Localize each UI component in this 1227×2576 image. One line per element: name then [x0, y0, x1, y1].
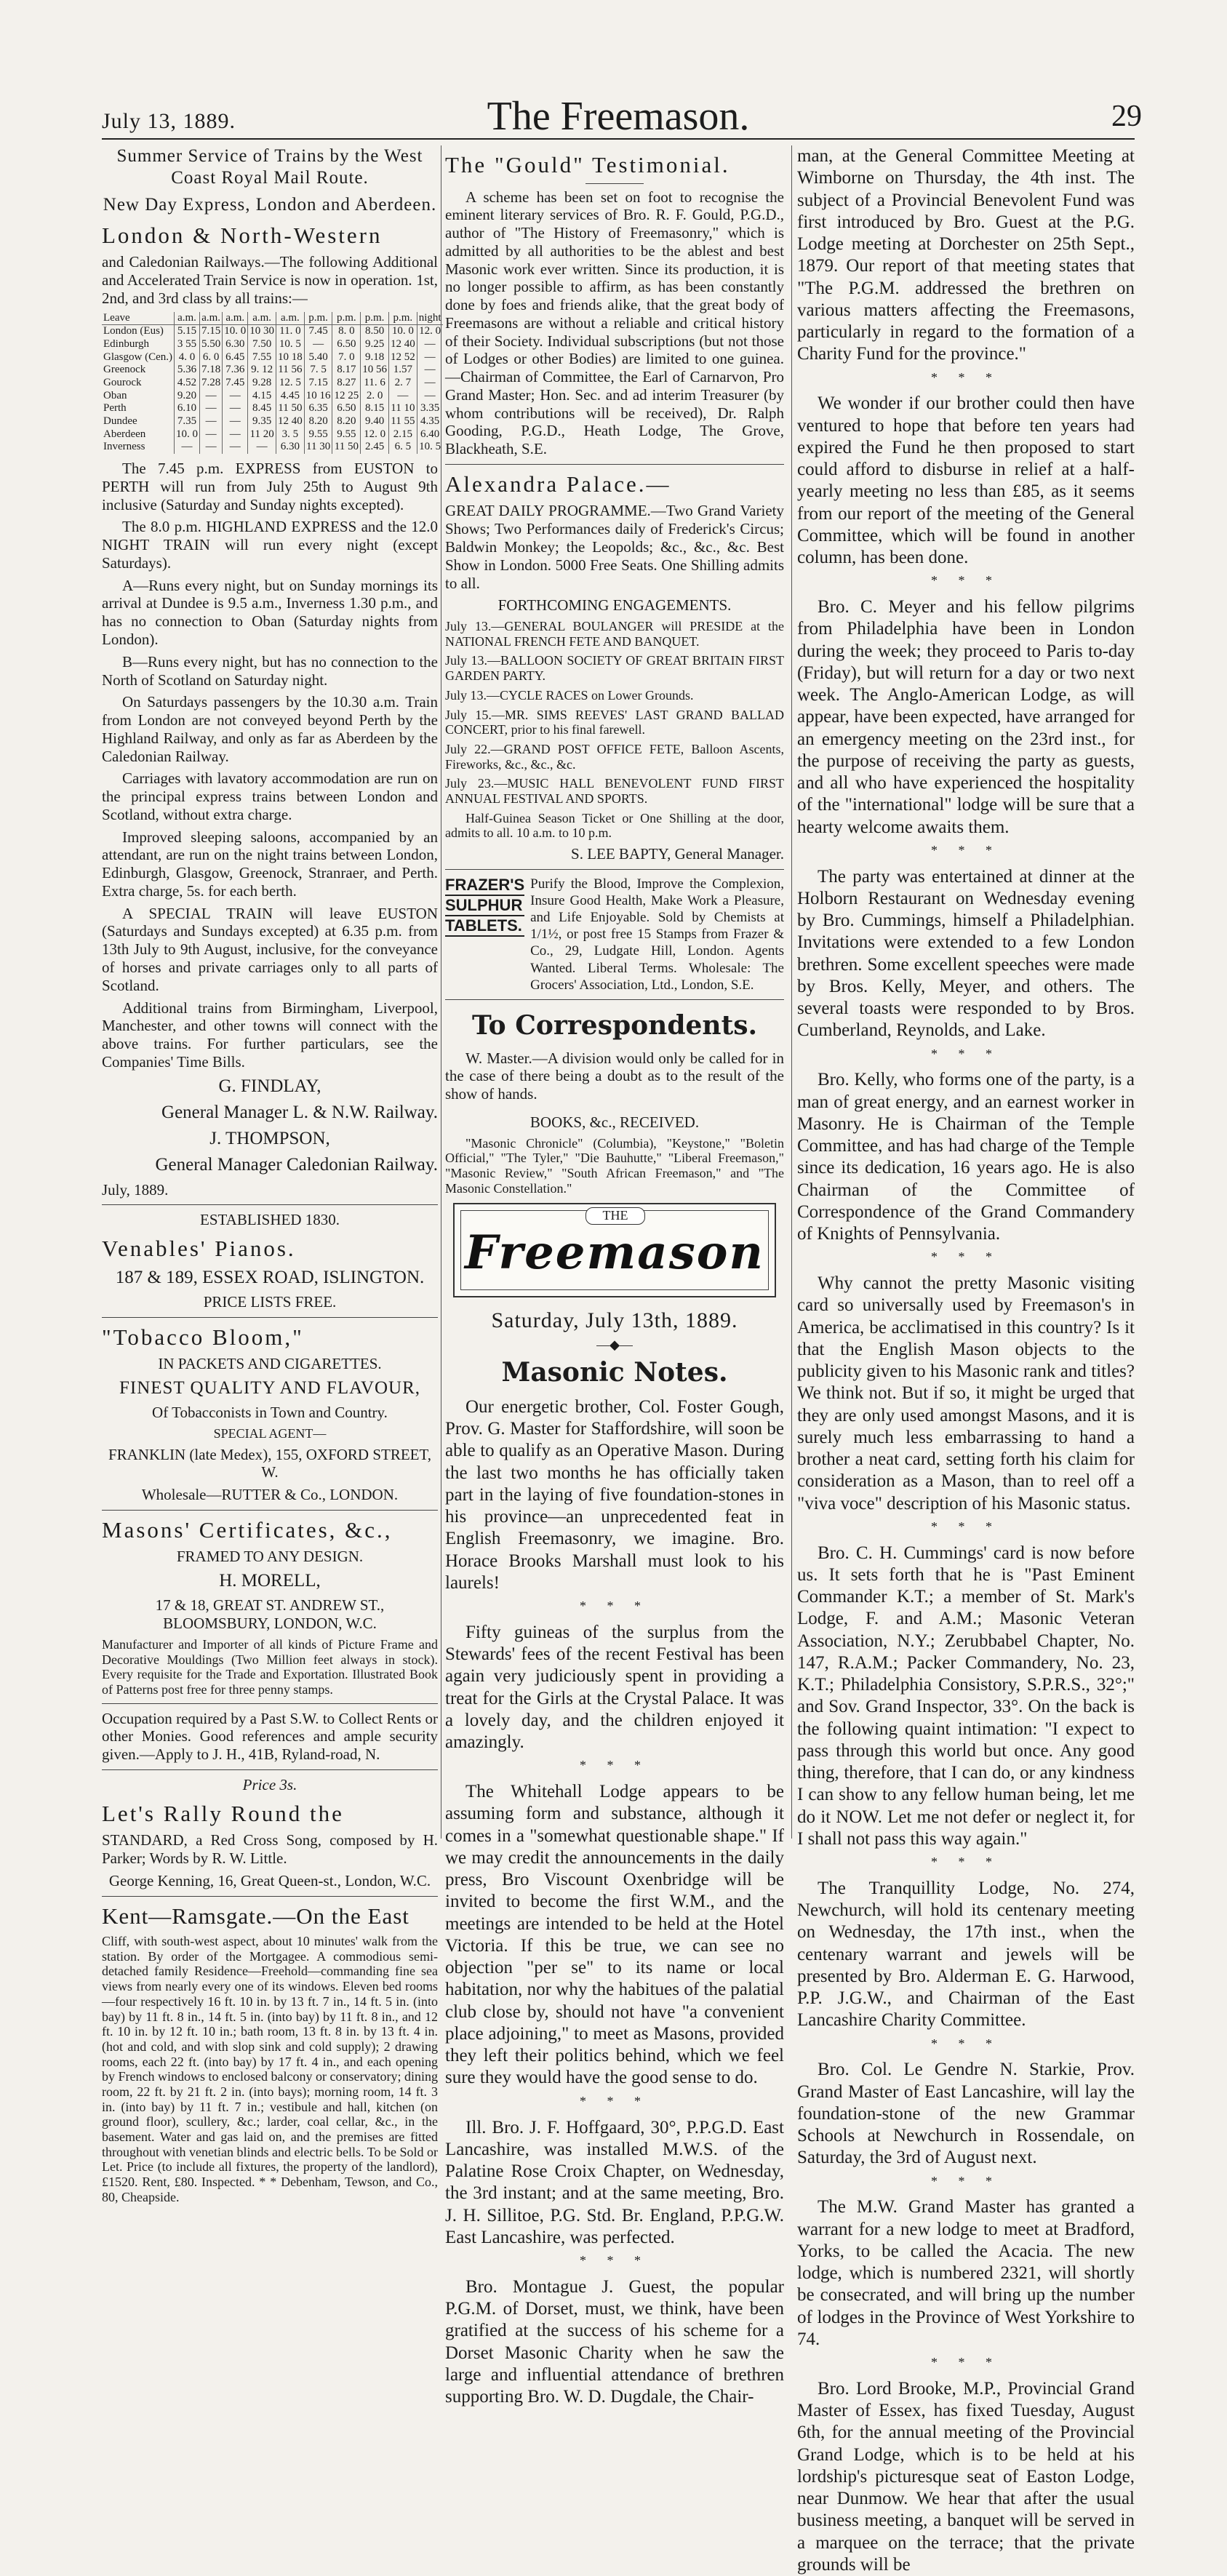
divider: [102, 1703, 438, 1704]
section-stars: * * *: [931, 1855, 1001, 1870]
timetable-cell: 9.35: [248, 415, 276, 428]
tobacco-packets: IN PACKETS AND CIGARETTES.: [158, 1355, 382, 1373]
rally-body: STANDARD, a Red Cross Song, composed by H. Parker; Words by R. W. Little.: [102, 1831, 438, 1868]
timetable-cell: 4.52: [174, 377, 199, 390]
alexandra-programme: GREAT DAILY PROGRAMME.—Two Grand Variety Shows; Two Performances daily of Frederick's Circus; Baldwin Monkey; the Leopolds; &c., &c., &c. Best Show in London. 5000 Free Seats. One Shilling admits to all.: [445, 502, 784, 592]
timetable-row: [102, 351, 443, 364]
timetable-cell: 11 30: [304, 441, 332, 454]
paper-title: The Freemason.: [487, 94, 750, 139]
signatory-name: J. THOMPSON,: [209, 1129, 330, 1149]
forthcoming-heading: FORTHCOMING ENGAGEMENTS.: [497, 596, 732, 615]
frazers-ad: [445, 876, 784, 993]
timetable-cell: 1.57: [388, 364, 417, 377]
divider: [102, 1769, 438, 1770]
timetable-row: [102, 390, 443, 403]
carriages-note: Carriages with lavatory accommodation are run on the principal express trains between London and Scotland, without extra charge.: [102, 769, 438, 823]
timetable-cell: 10 16: [304, 390, 332, 403]
engagement: July 13.—GENERAL BOULANGER will PRESIDE at the NATIONAL FRENCH FETE AND BANQUET.: [445, 619, 784, 649]
timetable-cell: —: [174, 441, 199, 454]
timetable-cell: 11 10: [388, 402, 417, 415]
section-stars: * * *: [931, 842, 1001, 857]
timetable-header-cell: a.m.: [248, 312, 276, 325]
divider: [585, 183, 644, 184]
highland-note: The 8.0 p.m. HIGHLAND EXPRESS and the 12.0 NIGHT TRAIN will run every night (except Saturdays).: [102, 518, 438, 572]
timetable-header-cell: a.m.: [223, 312, 248, 325]
divider: [102, 1510, 438, 1511]
timetable-cell: 4.35: [417, 415, 442, 428]
issue-dateline: Saturday, July 13th, 1889.: [491, 1308, 738, 1333]
timetable-row: [102, 364, 443, 377]
rally-publisher: George Kenning, 16, Great Queen-st., London, W.C.: [108, 1871, 431, 1889]
timetable-cell: —: [388, 390, 417, 403]
timetable-cell: 12. 0: [417, 325, 442, 338]
timetable-cell: 12 40: [388, 338, 417, 351]
season-ticket: Half-Guinea Season Ticket or One Shilling at the door, admits to all. 10 a.m. to 10 p.m.: [445, 810, 784, 841]
note-paragraph: man, at the General Committee Meeting at Wimborne on Thursday, the 4th inst. The subject of a Provincial Benevolent Fund was first introduced by Bro. Guest at the P.G. Lodge meeting at Dorchester on 25th Sept., 1879. Our report of that meeting states that "The P.G.M. addressed the brethren on various matters affecting the Freemasons, particularly in regard to the formation of a Charity Fund for the province.": [797, 146, 1135, 364]
note-a: A—Runs every night, but on Sunday mornings its arrival at Dundee is 9.5 a.m., Inverness 1.30 p.m., and has no connection to Oban (Saturday nights from London).: [102, 576, 438, 648]
timetable-cell: 8.15: [361, 402, 389, 415]
occupation-ad: Occupation required by a Past S.W. to Collect Rents or other Monies. Good references and ample security given.—Apply to J. H., 41B, Ryland-road, N.: [102, 1709, 438, 1764]
timetable-cell: —: [223, 441, 248, 454]
timetable-cell: 11 56: [276, 364, 304, 377]
timetable-cell: Glasgow (Cen.): [103, 351, 172, 363]
timetable-cell: 6.50: [332, 402, 361, 415]
timetable-cell: 6.45: [223, 351, 248, 364]
signatory-name: G. FINDLAY,: [218, 1076, 321, 1096]
timetable-cell: 6.30: [223, 338, 248, 351]
masons-framed: FRAMED TO ANY DESIGN.: [176, 1548, 364, 1566]
timetable-cell: Edinburgh: [103, 337, 150, 350]
timetable-cell: 6.50: [332, 338, 361, 351]
timetable-cell: 8.50: [361, 325, 389, 338]
timetable-cell: Gourock: [103, 376, 142, 388]
alexandra-manager: S. LEE BAPTY, General Manager.: [571, 845, 784, 863]
morell-address: 17 & 18, GREAT ST. ANDREW ST., BLOOMSBURY, LONDON, W.C.: [155, 1596, 385, 1633]
books-body: "Masonic Chronicle" (Columbia), "Keystone," "Boletin Official," "The Tyler," "Die Bauhutte," "Liberal Freemason," "Masonic Review," "South African Freemason," and "The Masonic Constellation.": [445, 1135, 784, 1196]
gould-heading: The "Gould" Testimonial.: [445, 152, 730, 177]
timetable-cell: Inverness: [103, 441, 145, 453]
timetable-cell: 2.15: [388, 428, 417, 441]
timetable-cell: 6.10: [174, 402, 199, 415]
timetable-cell: 11 50: [332, 441, 361, 454]
timetable-cell: Oban: [103, 389, 127, 401]
timetable-cell: —: [223, 428, 248, 441]
tobacco-wholesale: Wholesale—RUTTER & Co., LONDON.: [141, 1486, 399, 1504]
timetable-header-cell: a.m.: [174, 312, 199, 325]
section-stars: * * *: [931, 2173, 1001, 2188]
issue-date: July 13, 1889.: [102, 109, 236, 133]
kent-heading: Kent—Ramsgate.—On the East: [102, 1903, 409, 1929]
timetable-cell: 8.17: [332, 364, 361, 377]
tobacco-quality: FINEST QUALITY AND FLAVOUR,: [119, 1377, 421, 1398]
books-heading: BOOKS, &c., RECEIVED.: [529, 1113, 700, 1131]
timetable-cell: 5.50: [199, 338, 222, 351]
train-timetable: [102, 312, 443, 455]
timetable-cell: 3 55: [174, 338, 199, 351]
note-paragraph: The M.W. Grand Master has granted a warrant for a new lodge to meet at Bradford, Yorks, to be called the Acacia. The new lodge, which is numbered 2321, will shortly be consecrated, and will bring up the number of lodges in the Province of West Yorkshire to 74.: [797, 2197, 1135, 2349]
note-paragraph: Bro. Lord Brooke, M.P., Provincial Grand Master of Essex, has fixed Tuesday, August 6th, for the annual meeting of the Provincial Grand Lodge, which is to be held at his lordship's picturesque seat of Easton Lodge, near Dunmow. We hear that after the usual business meeting, a banquet will be served in a marquee on the terrace; that the private grounds will be: [797, 2378, 1135, 2575]
section-stars: * * *: [931, 2036, 1001, 2051]
note-paragraph: Why cannot the pretty Masonic visiting card so universally used by Freemason's in America, be acclimatised in this country? Is it that the English Mason objects to the publicity given to his Masonic rank and titles? We think not. But if so, it might be urged that they are only used amongst Masons, and it is surely much less embarrassing to hand a brother a neat card, setting forth his claim for consideration as a Mason, than to reel off a "viva voce" description of his Masonic status.: [797, 1273, 1135, 1513]
timetable-header-cell: Leave: [102, 312, 174, 325]
timetable-cell: 10. 0: [174, 428, 199, 441]
column-1: [102, 145, 441, 2204]
divider: [445, 869, 784, 870]
freemason-logo: [453, 1203, 776, 1297]
morell-body: Manufacturer and Importer of all kinds of Picture Frame and Decorative Mouldings (Two Million feet always in stock). Every requisite for the Trade and Exportation. Illustrated Book of Patterns post free for three penny stamps.: [102, 1636, 438, 1697]
timetable-cell: 7.15: [304, 377, 332, 390]
section-stars: * * *: [931, 369, 1001, 385]
timetable-cell: 2. 0: [361, 390, 389, 403]
saturdays-note: On Saturdays passengers by the 10.30 a.m. Train from London are not conveyed beyond Perth by the Highland Railway, and only as far as Aberdeen by the Caledonian Railway.: [102, 693, 438, 765]
timetable-cell: —: [199, 415, 222, 428]
timetable-cell: 12 52: [388, 351, 417, 364]
section-stars: * * *: [580, 2093, 650, 2108]
timetable-cell: 10. 5: [417, 441, 442, 454]
timetable-cell: —: [417, 351, 442, 364]
note-paragraph: Our energetic brother, Col. Foster Gough, Prov. G. Master for Staffordshire, will soon be able to qualify as an Operative Mason. During the last two months he has officially taken part in the laying of five foundation-stones in his province—an unprecedented feat in English Freemasonry, we imagine. Bro. Horace Brooks Marshall must look to his laurels!: [445, 1396, 784, 1593]
sleeping-note: Improved sleeping saloons, accompanied by an attendant, are run on the night trains between London, Edinburgh, Glasgow, Greenock, Stranraer, and Perth. Extra charge, 5s. for each berth.: [102, 828, 438, 900]
divider: [445, 999, 784, 1000]
note-paragraph: Bro. C. Meyer and his fellow pilgrims from Philadelphia have been in London during the week; they proceed to Paris to-day (Friday), but will return for a day or two next week. The Anglo-American Lodge, as will appear, have been expected, have arranged for an emergency meeting on the 23rd inst., for the purpose of receiving the party as guests, and all who have experienced the hospitality of the "international" lodge will be sure that a hearty welcome awaits them.: [797, 597, 1135, 837]
timetable-cell: 8.20: [304, 415, 332, 428]
timetable-cell: —: [199, 428, 222, 441]
note-paragraph: The Tranquillity Lodge, No. 274, Newchurch, will hold its centenary meeting on Wednesday, the 17th inst., when the centenary warrant and jewels will be presented by Bro. Alderman E. G. Harwood, P.P. J.G.W., and Chairman of the East Lancashire Charity Committee.: [797, 1878, 1135, 2031]
timetable-cell: 6.35: [304, 402, 332, 415]
timetable-row: [102, 415, 443, 428]
timetable-cell: —: [304, 338, 332, 351]
timetable-cell: —: [223, 390, 248, 403]
timetable-cell: 11. 6: [361, 377, 389, 390]
note-b: B—Runs every night, but has no connection to the North of Scotland on Saturday night.: [102, 652, 438, 689]
section-stars: * * *: [931, 1046, 1001, 1061]
timetable-cell: 9.40: [361, 415, 389, 428]
tobacco-agent-label: SPECIAL AGENT—: [213, 1425, 327, 1441]
frazers-text: Purify the Blood, Improve the Complexion, Insure Good Health, Make Work a Pleasure, and Life Enjoyable. Sold by Chemists at 1/1½, or post free 15 Stamps from Frazer & Co., 29, Ludgate Hill, London. Agents Wanted. Liberal Terms. Wholesale: The Grocers' Association, Ltd., London, S.E.: [530, 876, 784, 993]
kent-body: Cliff, with south-west aspect, about 10 minutes' walk from the station. By order of the Mortgagee. A commodious semi-detached family Residence—Freehold—commanding fine sea views from nearly every one of its windows. Eleven bed rooms—four respectively 16 ft. 10 in. by 13 ft. 7 in., 14 ft. 5 in. (into bay) by 11 ft. 8 in., 14 ft. 5 in. (into bay) by 11 ft. 8 in., and 12 ft. 10 in. by 12 ft. 10 in.; bath room, 13 ft. 8 in. by 13 ft. 4 in. (hot and cold, and with slop sink and cold supply); 2 drawing rooms, each 22 ft. (into bay) by 17 ft. 4 in., and each opening by French windows to enclosed balcony or conservatory; dining room, 22 ft. by 21 ft. 2 in. (into bays); morning room, 14 ft. 3 in. (into bay) by 11 ft. 7 in.; vestibule and hall, kitchen (on ground floor), scullery, &c.; larder, coal cellar, &c., in the basement. Water and gas laid on, and the premises are fitted throughout with venetian blinds and electric bells. To be Sold or Let. Price (to include all fixtures, the property of the landlord), £1520. Rent, £80. Inspected. * * Debenham, Tewson, and Co., 80, Cheapside.: [102, 1934, 438, 2204]
timetable-header-cell: a.m.: [199, 312, 222, 325]
timetable-cell: 11 50: [276, 402, 304, 415]
timetable-cell: 4.15: [248, 390, 276, 403]
timetable-cell: London (Eus): [103, 325, 164, 337]
timetable-cell: 12 40: [276, 415, 304, 428]
timetable-cell: 7. 5: [304, 364, 332, 377]
section-stars: * * *: [580, 2253, 650, 2268]
note-paragraph: Bro. Col. Le Gendre N. Starkie, Prov. Grand Master of East Lancashire, will lay the foundation-stone of the new Grammar Schools at Newchurch in Rossendale, on Saturday, the 3rd of August next.: [797, 2060, 1135, 2168]
divider: [102, 1317, 438, 1318]
timetable-cell: 12. 5: [276, 377, 304, 390]
signatory-title: General Manager L. & N.W. Railway.: [161, 1102, 438, 1122]
correspondents-body: W. Master.—A division would only be called for in the case of there being a doubt as to the result of the show of hands.: [445, 1049, 784, 1103]
timetable-header-cell: p.m.: [332, 312, 361, 325]
masthead: [95, 93, 1142, 137]
engagement: July 13.—CYCLE RACES on Lower Grounds.: [445, 687, 694, 703]
timetable-header-cell: night: [417, 312, 442, 325]
timetable-cell: 9.28: [248, 377, 276, 390]
timetable-cell: 8.45: [248, 402, 276, 415]
signatory-title: General Manager Caledonian Railway.: [155, 1155, 438, 1175]
timetable-row: [102, 441, 443, 454]
venables-address: 187 & 189, ESSEX ROAD, ISLINGTON.: [115, 1267, 425, 1287]
timetable-cell: —: [417, 390, 442, 403]
timetable-cell: —: [223, 402, 248, 415]
correspondents-heading: To Correspondents.: [471, 1009, 757, 1041]
divider: [102, 1896, 438, 1897]
timetable-row: [102, 325, 443, 338]
timetable-cell: 7.45: [223, 377, 248, 390]
timetable-cell: Perth: [103, 402, 127, 415]
note-paragraph: We wonder if our brother could then have ventured to hope that before ten years had expired the Fund he then proposed to start could afford to disburse in relief at a half-yearly meeting no less than £85, as it seems from our report of the meeting of the General Committee, which will be found in another column, has been done.: [797, 393, 1135, 568]
lnw-intro: and Caledonian Railways.—The following Additional and Accelerated Train Service is now in operation. 1st, 2nd, and 3rd class by all trains:—: [102, 253, 438, 307]
timetable-cell: —: [417, 377, 442, 390]
timetable-header-cell: p.m.: [388, 312, 417, 325]
timetable-cell: 9.55: [332, 428, 361, 441]
lnw-heading: London & North-Western: [102, 222, 383, 248]
venables-established: ESTABLISHED 1830.: [200, 1211, 340, 1229]
rally-heading: Let's Rally Round the: [102, 1800, 344, 1826]
engagement: July 15.—MR. SIMS REEVES' LAST GRAND BALLAD CONCERT, prior to his final farewell.: [445, 707, 784, 737]
timetable-cell: 2. 7: [388, 377, 417, 390]
page-number: 29: [1111, 100, 1142, 133]
timetable-row: [102, 377, 443, 390]
divider: [102, 1204, 438, 1205]
timetable-cell: —: [199, 390, 222, 403]
timetable-cell: 11. 0: [276, 325, 304, 338]
venables-heading: Venables' Pianos.: [102, 1236, 296, 1262]
timetable-cell: —: [248, 441, 276, 454]
timetable-cell: 12. 0: [361, 428, 389, 441]
tobacco-agent-address: FRANKLIN (late Medex), 155, OXFORD STREET, W.: [108, 1445, 432, 1481]
timetable-cell: 6. 0: [199, 351, 222, 364]
timetable-cell: 9.55: [304, 428, 332, 441]
timetable-row: [102, 338, 443, 351]
timetable-cell: 2.45: [361, 441, 389, 454]
timetable-cell: 7.28: [199, 377, 222, 390]
timetable-cell: 7.35: [174, 415, 199, 428]
timetable-header-cell: a.m.: [276, 312, 304, 325]
timetable-cell: 9.20: [174, 390, 199, 403]
timetable-cell: 11 55: [388, 415, 417, 428]
timetable-cell: 4.45: [276, 390, 304, 403]
masons-certificates-heading: Masons' Certificates, &c.,: [102, 1516, 393, 1543]
masonic-notes-heading: Masonic Notes.: [501, 1357, 728, 1388]
timetable-cell: 7.36: [223, 364, 248, 377]
section-stars: * * *: [931, 1249, 1001, 1265]
timetable-cell: 10 56: [361, 364, 389, 377]
timetable-cell: 9.18: [361, 351, 389, 364]
timetable-cell: 5.36: [174, 364, 199, 377]
timetable-row: [102, 402, 443, 415]
section-stars: * * *: [580, 1599, 650, 1614]
timetable-cell: 10. 0: [388, 325, 417, 338]
timetable-cell: —: [223, 415, 248, 428]
timetable-cell: 10 18: [276, 351, 304, 364]
engagement: July 22.—GRAND POST OFFICE FETE, Balloon Ascents, Fireworks, &c., &c., &c.: [445, 741, 784, 772]
rally-price: Price 3s.: [242, 1776, 297, 1794]
timetable-cell: 11 20: [248, 428, 276, 441]
timetable-cell: 7.18: [199, 364, 222, 377]
column-3: [797, 145, 1135, 2575]
timetable-cell: Dundee: [103, 415, 137, 428]
masthead-rule: [102, 138, 1135, 140]
timetable-cell: 5.15: [174, 325, 199, 338]
timetable-cell: Greenock: [103, 364, 146, 376]
timetable-cell: 8.27: [332, 377, 361, 390]
summer-service-heading: Summer Service of Trains by the West Coast Royal Mail Route.: [116, 146, 423, 188]
timetable-cell: Aberdeen: [103, 428, 146, 440]
note-paragraph: Bro. Kelly, who forms one of the party, is a man of great energy, and an earnest worker in Masonry. He is Chairman of the Temple Committee, and has had charge of the Temple since its dedication, 16 years ago. He is also Chairman of the Committee of Correspondence of the Grand Commandery of Knights of Pennsylvania.: [797, 1070, 1135, 1244]
logo-wordmark: Freemason: [465, 1225, 764, 1281]
notice-date: July, 1889.: [102, 1180, 169, 1199]
diamond-ornament: —◆—: [596, 1337, 633, 1352]
note-paragraph: The party was entertained at dinner at the Holborn Restaurant on Wednesday evening by Bro. Cummings, himself a Philadelphian. Invitations were extended to a few London brethren. Some excellent speeches were made by Bros. Kelly, Meyer, and others. The several toasts were responded to by Bros. Cumberland, Reynolds, and Lake.: [797, 866, 1135, 1041]
tobacco-tobacconists: Of Tobacconists in Town and Country.: [152, 1404, 388, 1422]
timetable-cell: 6.40: [417, 428, 442, 441]
section-stars: * * *: [931, 1519, 1001, 1534]
note-paragraph: Fifty guineas of the surplus from the Stewards' fees of the recent Festival has been again very judiciously spent in providing a treat for the Girls at the Crystal Palace. It was a lovely day, and the children enjoyed it amazingly.: [445, 1622, 784, 1753]
engagement: July 23.—MUSIC HALL BENEVOLENT FUND FIRST ANNUAL FESTIVAL AND SPORTS.: [445, 776, 784, 806]
timetable-cell: 10. 5: [276, 338, 304, 351]
timetable-cell: 6. 5: [388, 441, 417, 454]
timetable-header-cell: p.m.: [304, 312, 332, 325]
timetable-cell: 8. 0: [332, 325, 361, 338]
engagement: July 13.—BALLOON SOCIETY OF GREAT BRITAIN FIRST GARDEN PARTY.: [445, 653, 784, 684]
timetable-cell: 5.40: [304, 351, 332, 364]
timetable-row: [102, 428, 443, 441]
timetable-cell: 7. 0: [332, 351, 361, 364]
timetable-cell: 3. 5: [276, 428, 304, 441]
additional-trains-note: Additional trains from Birmingham, Liverpool, Manchester, and other towns will connect with the above trains. For further particulars, see the Companies' Time Bills.: [102, 999, 438, 1071]
timetable-cell: —: [417, 338, 442, 351]
timetable-cell: 8.20: [332, 415, 361, 428]
alexandra-heading: Alexandra Palace.—: [445, 471, 671, 497]
timetable-header-cell: p.m.: [361, 312, 389, 325]
timetable-cell: 10 30: [248, 325, 276, 338]
timetable-cell: 3.35: [417, 402, 442, 415]
timetable-cell: 6.30: [276, 441, 304, 454]
venables-prices: PRICE LISTS FREE.: [203, 1292, 337, 1311]
frazers-brand: FRAZER'S SULPHUR TABLETS.: [445, 876, 524, 993]
column-divider: [791, 145, 792, 1839]
note-paragraph: Ill. Bro. J. F. Hoffgaard, 30°, P.P.G.D. East Lancashire, was installed M.W.S. of the Palatine Rose Croix Chapter, on Wednesday, the 3rd instant; and at the same meeting, Bro. J. H. Sillitoe, P.G. Std. Br. England, P.P.G.W. East Lancashire, was perfected.: [445, 2117, 784, 2247]
timetable-cell: 12 25: [332, 390, 361, 403]
timetable-cell: 7.45: [304, 325, 332, 338]
timetable-cell: 7.15: [199, 325, 222, 338]
special-train-note: A SPECIAL TRAIN will leave EUSTON (Saturdays and Sundays excepted) at 6.35 p.m. from 13th July to 9th August, inclusive, for the conveyance of horses and private carriages only to all parts of Scotland.: [102, 904, 438, 994]
timetable-cell: 4. 0: [174, 351, 199, 364]
section-stars: * * *: [580, 1758, 650, 1773]
timetable-cell: —: [199, 441, 222, 454]
timetable-cell: 10. 0: [223, 325, 248, 338]
section-stars: * * *: [931, 573, 1001, 588]
new-day-express-heading: New Day Express, London and Aberdeen.: [103, 194, 437, 215]
divider: [445, 464, 784, 465]
express-745-note: The 7.45 p.m. EXPRESS from EUSTON to PERTH will run from July 25th to August 9th inclusive (Saturday and Sunday nights excepted).: [102, 460, 438, 513]
timetable-cell: —: [417, 364, 442, 377]
note-paragraph: Bro. C. H. Cummings' card is now before us. It sets forth that he is "Past Eminent Commander K.T.; a member of St. Mark's Lodge, F. and A.M.; Masonic Veteran Association, N.Y.; Zerubbabel Chapter, No. 147, R.A.M.; Packer Commandery, No. 23, K.T.; Philadelphia Consistory, S.P.R.S., 32°;" and Sov. Grand Inspector, 33°. On the back is the following quaint intimation: "I expect to pass through this world but once. Any good thing, therefore, that I can do, or any kindness I can show to any fellow human being, let me do it NOW. Let me not defer or neglect it, for I shall not pass this way again.": [797, 1543, 1135, 1849]
morell-name: H. MORELL,: [219, 1571, 321, 1591]
column-2: [445, 145, 784, 2407]
tobacco-heading: "Tobacco Bloom,": [102, 1324, 304, 1350]
note-paragraph: Bro. Montague J. Guest, the popular P.G.M. of Dorset, must, we think, have been gratified at the success of his scheme for a Dorset Masonic Charity when he saw the large and influential attendance of brethren supporting Bro. W. D. Dugdale, the Chair-: [445, 2276, 784, 2407]
timetable-cell: 7.50: [248, 338, 276, 351]
logo-the: THE: [585, 1207, 645, 1225]
timetable-cell: 9. 12: [248, 364, 276, 377]
timetable-cell: 7.55: [248, 351, 276, 364]
note-paragraph: The Whitehall Lodge appears to be assuming form and substance, although it comes in a "somewhat questionable shape." If we may credit the announcements in the daily press, Bro Viscount Oxenbridge will be invited to become the first W.M., and the meetings are intended to be held at the Hotel Victoria. If this be true, we can see no objection "per se" to its name or local habitation, nor why the habitues of the palatial club close by, should not have "a convenient place adjoining," to meet as Masons, provided they left their politics behind, which we feel sure they would have the good sense to do.: [445, 1782, 784, 2088]
section-stars: * * *: [931, 2355, 1001, 2370]
timetable-cell: —: [199, 402, 222, 415]
timetable-cell: 9.25: [361, 338, 389, 351]
gould-body: A scheme has been set on foot to recognise the eminent literary services of Bro. R. F. Gould, P.G.D., author of "The History of Freemasonry," which is admitted by all authorities to be the ablest and best Masonic work ever written. Since its production, it is no longer possible to affirm, as has been constantly done by foes and friends alike, that the great body of Freemasons are without a reliable and critical history of their Society. Individual subscriptions (but not those of Lodges or other Bodies) are limited to one guinea.—Chairman of Committee, the Earl of Carnarvon, Pro Grand Master; Hon. Sec. and ad interim Treasurer (by whom contributions will be received), Dr. Ralph Gooding, P.G.D., Heath Lodge, The Grove, Blackheath, S.E.: [445, 188, 784, 458]
